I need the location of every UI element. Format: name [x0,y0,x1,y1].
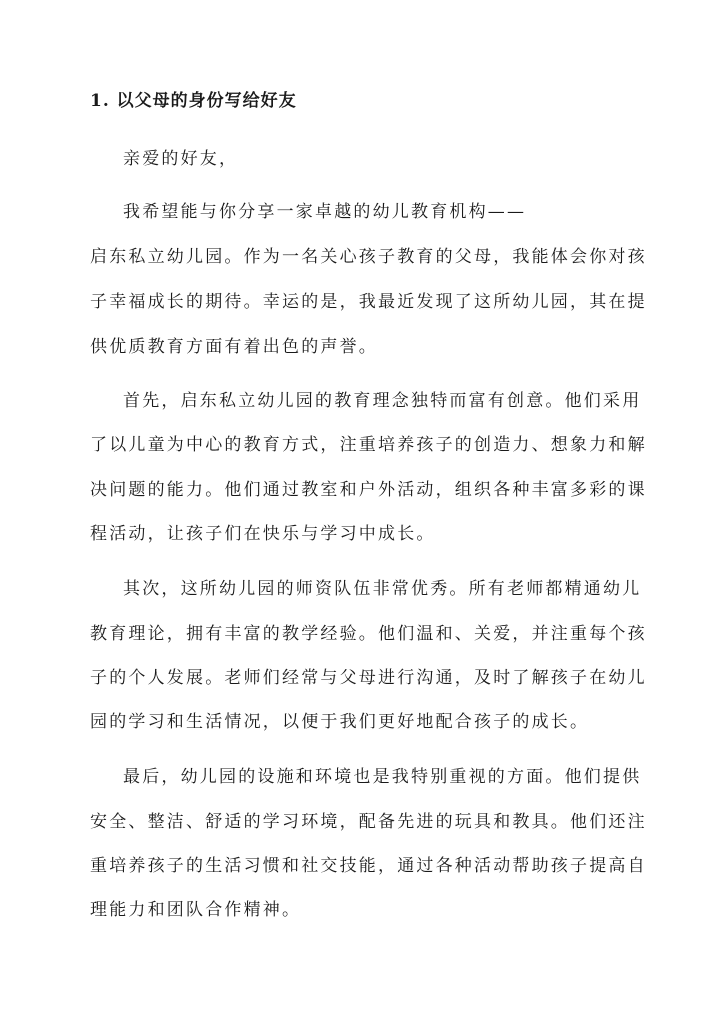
paragraph-1-line-1: 我希望能与你分享一家卓越的幼儿教育机构—— [123,202,527,222]
paragraph-3-line-3: 子的个人发展。老师们经常与父母进行沟通，及时了解孩子在幼儿 [90,668,647,688]
paragraph-4-line-1: 最后，幼儿园的设施和环境也是我特别重视的方面。他们提供 [123,767,642,787]
paragraph-2-line-4: 程活动，让孩子们在快乐与学习中成长。 [90,524,436,544]
paragraph-4-line-3: 重培养孩子的生活习惯和社交技能，通过各种活动帮助孩子提高自 [90,856,647,876]
paragraph-3-line-1: 其次，这所幼儿园的师资队伍非常优秀。所有老师都精通幼儿 [123,579,642,599]
paragraph-1-line-2: 启东私立幼儿园。作为一名关心孩子教育的父母，我能体会你对孩 [90,247,647,267]
paragraph-1-line-3: 子幸福成长的期待。幸运的是，我最近发现了这所幼儿园，其在提 [90,292,647,312]
paragraph-1-line-4: 供优质教育方面有着出色的声誉。 [90,337,378,357]
paragraph-4-line-4: 理能力和团队合作精神。 [90,900,302,920]
paragraph-2-line-2: 了以儿童为中心的教育方式，注重培养孩子的创造力、想象力和解 [90,435,647,455]
paragraph-2-line-3: 决问题的能力。他们通过教室和户外活动，组织各种丰富多彩的课 [90,480,647,500]
section-heading: 1. 以父母的身份写给好友 [90,91,297,111]
paragraph-3-line-4: 园的学习和生活情况，以便于我们更好地配合孩子的成长。 [90,712,590,732]
paragraph-3-line-2: 教育理论，拥有丰富的教学经验。他们温和、关爱，并注重每个孩 [90,624,647,644]
paragraph-2-line-1: 首先，启东私立幼儿园的教育理念独特而富有创意。他们采用 [123,391,642,411]
greeting-line: 亲爱的好友， [123,149,239,169]
paragraph-4-line-2: 安全、整洁、舒适的学习环境，配备先进的玩具和教具。他们还注 [90,812,647,832]
